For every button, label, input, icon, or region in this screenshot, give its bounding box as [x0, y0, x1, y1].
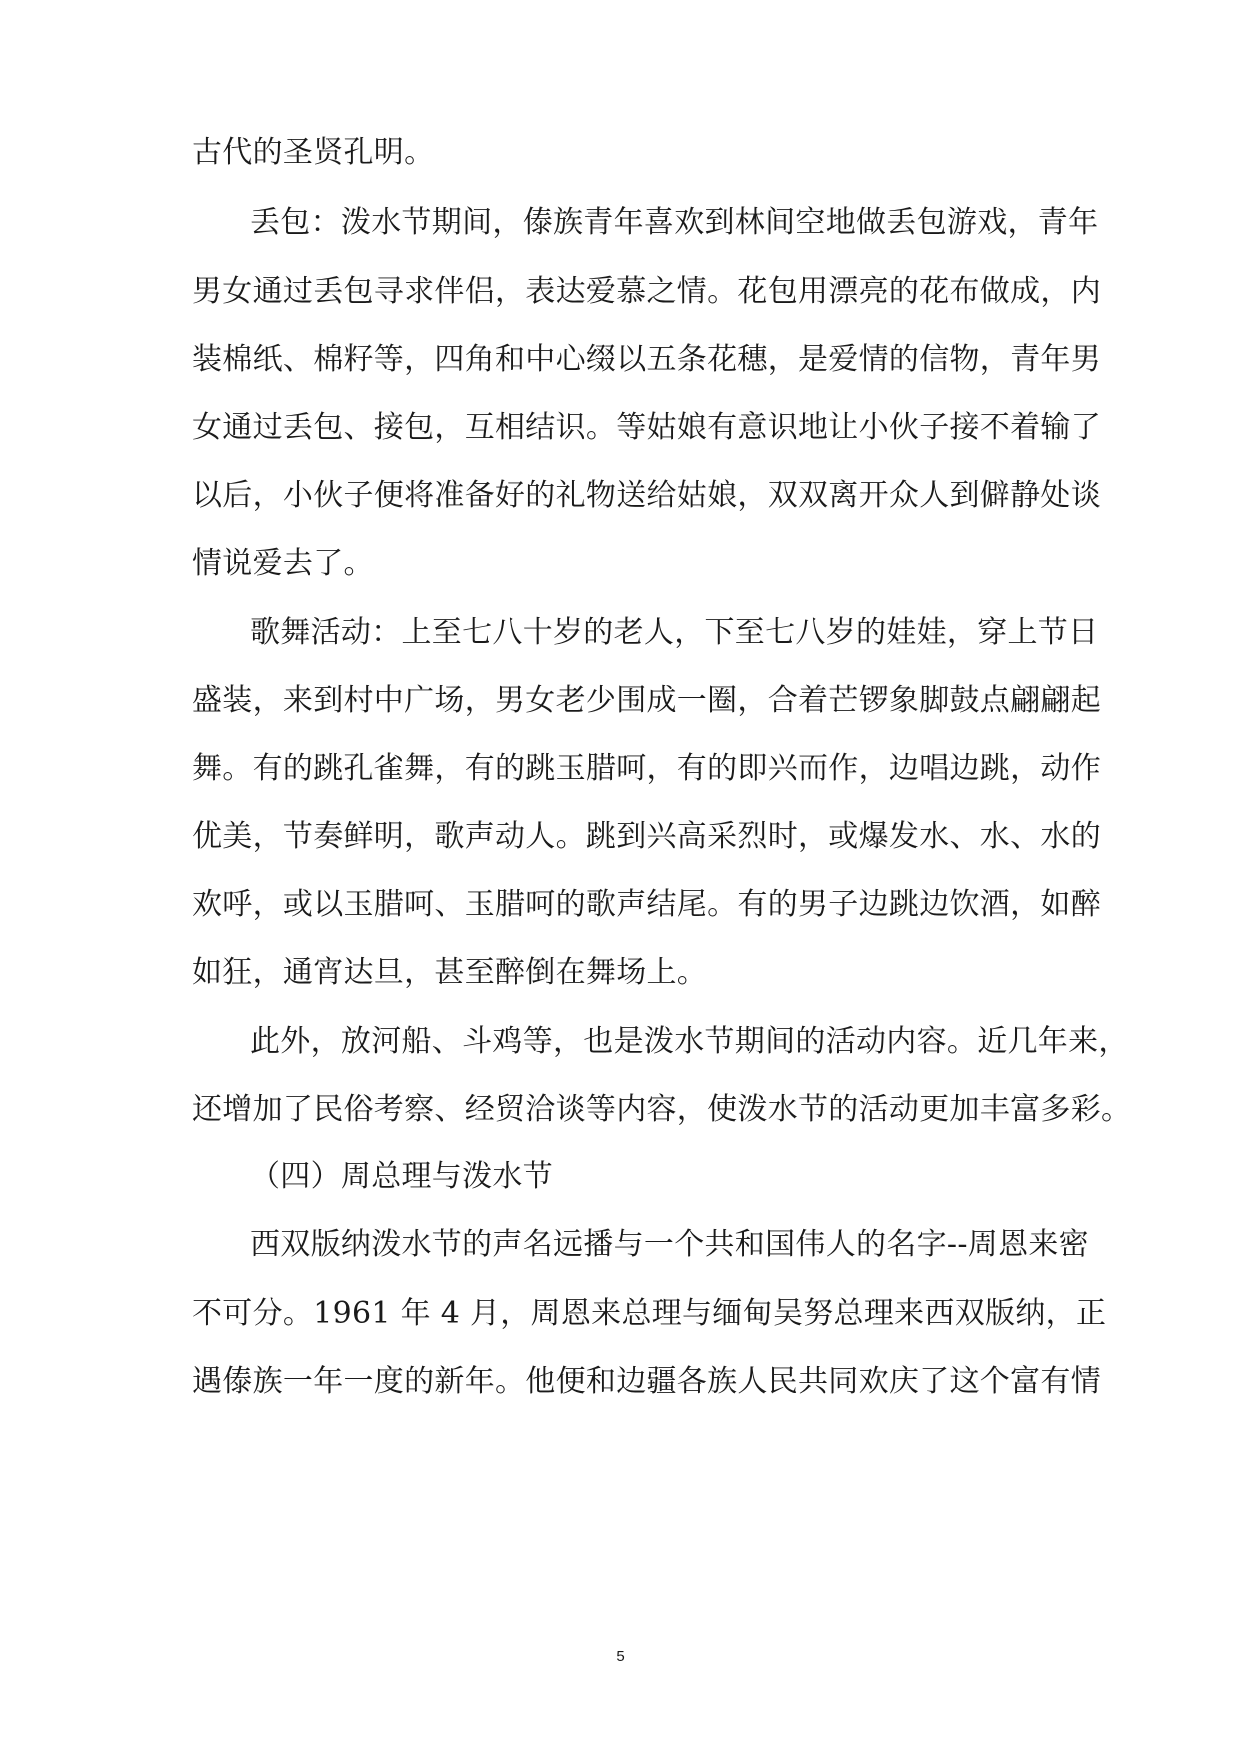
- text-line: 盛装，来到村中广场，男女老少围成一圈，合着芒锣象脚鼓点翩翩起: [192, 683, 1101, 718]
- text-line: 遇傣族一年一度的新年。他便和边疆各族人民共同欢庆了这个富有情: [192, 1364, 1101, 1399]
- page-number: 5: [616, 1648, 625, 1665]
- text-line: 优美，节奏鲜明，歌声动人。跳到兴高采烈时，或爆发水、水、水的: [192, 819, 1101, 854]
- text-line: 欢呼，或以玉腊呵、玉腊呵的歌声结尾。有的男子边跳边饮酒，如醉: [192, 887, 1101, 922]
- text-line: 如狂，通宵达旦，甚至醉倒在舞场上。: [192, 955, 708, 990]
- paragraph-first-line: 歌舞活动：上至七八十岁的老人，下至七八岁的娃娃，穿上节日: [250, 615, 1099, 650]
- text-line: 女通过丢包、接包，互相结识。等姑娘有意识地让小伙子接不着输了: [192, 410, 1101, 445]
- paragraph-first-line: 丢包：泼水节期间，傣族青年喜欢到林间空地做丢包游戏，青年: [250, 205, 1099, 240]
- text-line: 不可分。1961 年 4 月，周恩来总理与缅甸吴努总理来西双版纳，正: [192, 1296, 1107, 1331]
- text-line: 装棉纸、棉籽等，四角和中心缀以五条花穗，是爱情的信物，青年男: [192, 342, 1101, 377]
- text-line: 以后，小伙子便将准备好的礼物送给姑娘，双双离开众人到僻静处谈: [192, 478, 1101, 513]
- paragraph-first-line: 西双版纳泼水节的声名远播与一个共和国伟人的名字--周恩来密: [250, 1227, 1089, 1262]
- section-heading: （四）周总理与泼水节: [250, 1159, 553, 1194]
- text-line: 情说爱去了。: [192, 546, 374, 581]
- paragraph-first-line: 此外，放河船、斗鸡等，也是泼水节期间的活动内容。近几年来，: [250, 1024, 1129, 1059]
- text-line: 男女通过丢包寻求伴侣，表达爱慕之情。花包用漂亮的花布做成，内: [192, 274, 1101, 309]
- text-line: 舞。有的跳孔雀舞，有的跳玉腊呵，有的即兴而作，边唱边跳，动作: [192, 751, 1101, 786]
- text-line: 古代的圣贤孔明。: [192, 135, 435, 170]
- text-line: 还增加了民俗考察、经贸洽谈等内容，使泼水节的活动更加丰富多彩。: [192, 1092, 1132, 1127]
